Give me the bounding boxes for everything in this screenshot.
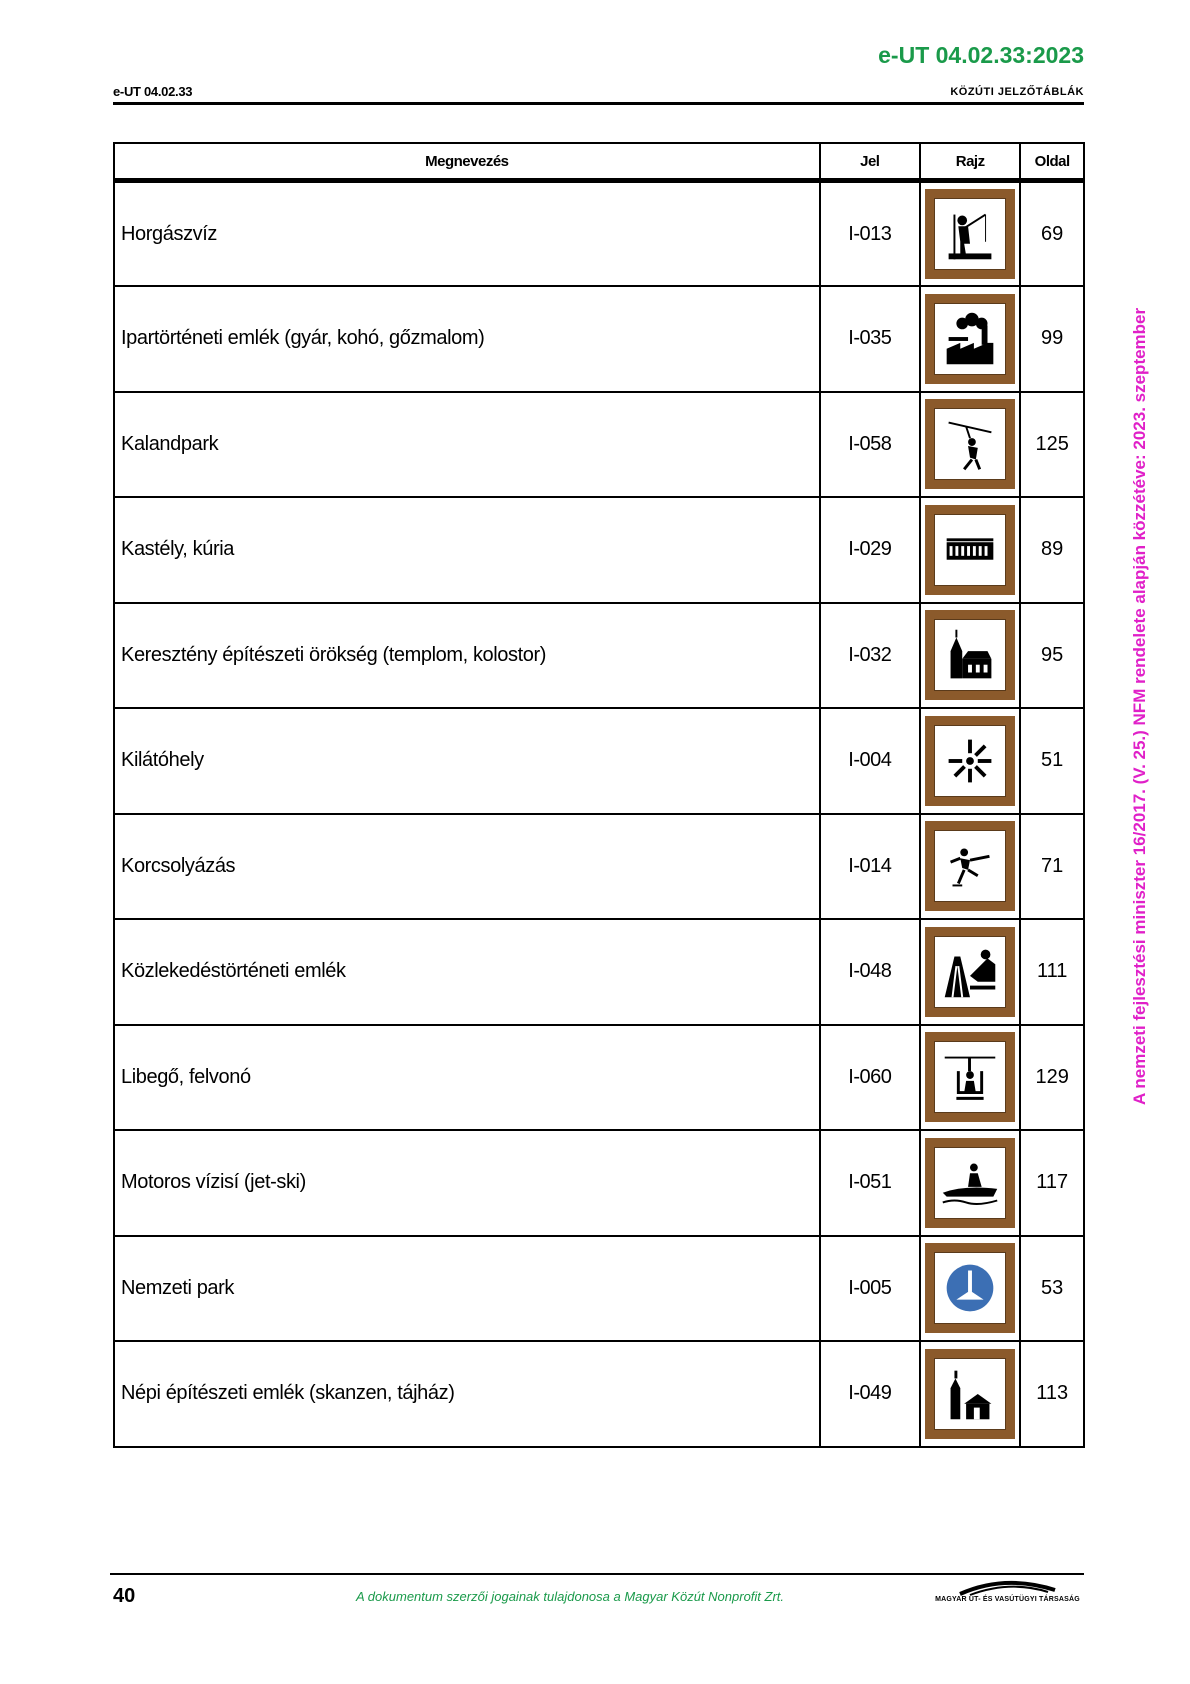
castle-icon [935, 515, 1005, 585]
sign-page: 51 [1020, 708, 1084, 814]
sign-code: I-060 [820, 1025, 920, 1131]
header-section-title: KÖZÚTI JELZŐTÁBLÁK [950, 86, 1084, 98]
sign-name: Keresztény építészeti örökség (templom, kolostor) [114, 603, 820, 709]
sign-page: 89 [1020, 497, 1084, 603]
table-row [114, 708, 1084, 814]
sign-drawing [920, 919, 1020, 1025]
col-header-page: Oldal [1020, 143, 1084, 181]
folk-architecture-icon [935, 1359, 1005, 1429]
sign-drawing [920, 286, 1020, 392]
document-code: e-UT 04.02.33:2023 [878, 42, 1084, 68]
sign-page: 53 [1020, 1236, 1084, 1342]
sign-table [113, 142, 1085, 1448]
factory-icon [935, 304, 1005, 374]
header-divider [113, 102, 1084, 105]
sign-name: Motoros vízisí (jet-ski) [114, 1130, 820, 1236]
viewpoint-icon [935, 726, 1005, 796]
col-header-code: Jel [820, 143, 920, 181]
table-row [114, 919, 1084, 1025]
sign-name: Kilátóhely [114, 708, 820, 814]
zipline-icon [935, 409, 1005, 479]
table-row [114, 497, 1084, 603]
sign-page: 111 [1020, 919, 1084, 1025]
sign-drawing [920, 708, 1020, 814]
col-header-pic: Rajz [920, 143, 1020, 181]
sign-name: Libegő, felvonó [114, 1025, 820, 1131]
sign-page: 125 [1020, 392, 1084, 498]
table-row [114, 1130, 1084, 1236]
sign-code: I-005 [820, 1236, 920, 1342]
sign-drawing [920, 497, 1020, 603]
transport-history-icon [935, 937, 1005, 1007]
sign-name: Horgászvíz [114, 181, 820, 287]
sign-name: Kastély, kúria [114, 497, 820, 603]
sign-code: I-049 [820, 1341, 920, 1447]
sign-name: Népi építészeti emlék (skanzen, tájház) [114, 1341, 820, 1447]
sign-code: I-004 [820, 708, 920, 814]
table-row [114, 1236, 1084, 1342]
sign-code: I-032 [820, 603, 920, 709]
sign-page: 69 [1020, 181, 1084, 287]
sign-code: I-035 [820, 286, 920, 392]
sign-page: 129 [1020, 1025, 1084, 1131]
sign-page: 95 [1020, 603, 1084, 709]
sign-page: 71 [1020, 814, 1084, 920]
page-number: 40 [113, 1585, 136, 1607]
table-row [114, 603, 1084, 709]
fishing-icon [935, 199, 1005, 269]
sign-drawing [920, 392, 1020, 498]
sign-code: I-051 [820, 1130, 920, 1236]
table-row [114, 1025, 1084, 1131]
sign-name: Nemzeti park [114, 1236, 820, 1342]
sign-drawing [920, 1025, 1020, 1131]
table-row [114, 286, 1084, 392]
national-park-icon [935, 1253, 1005, 1323]
sign-drawing [920, 1236, 1020, 1342]
sign-page: 117 [1020, 1130, 1084, 1236]
sign-code: I-058 [820, 392, 920, 498]
sign-code: I-013 [820, 181, 920, 287]
table-row [114, 392, 1084, 498]
sign-page: 99 [1020, 286, 1084, 392]
table-header-row [114, 143, 1084, 181]
sign-name: Közlekedéstörténeti emlék [114, 919, 820, 1025]
table-row [114, 1341, 1084, 1447]
header-left-code: e-UT 04.02.33 [113, 84, 193, 99]
table-row [114, 814, 1084, 920]
copyright-note: A dokumentum szerzői jogainak tulajdonosa a Magyar Közút Nonprofit Zrt. [356, 1589, 785, 1604]
sign-drawing [920, 814, 1020, 920]
publisher-logo-text: MAGYAR ÚT- ÉS VASÚTÜGYI TÁRSASÁG [935, 1596, 1080, 1603]
jetski-icon [935, 1148, 1005, 1218]
sign-drawing [920, 1341, 1020, 1447]
side-publication-note: A nemzeti fejlesztési miniszter 16/2017. (V. 25.) NFM rendelete alapján közzétéve: 2023. szeptember [1130, 307, 1149, 1105]
table-row [114, 181, 1084, 287]
church-icon [935, 620, 1005, 690]
sign-code: I-048 [820, 919, 920, 1025]
sign-drawing [920, 181, 1020, 287]
sign-name: Korcsolyázás [114, 814, 820, 920]
col-header-name: Megnevezés [114, 143, 820, 181]
sign-code: I-014 [820, 814, 920, 920]
sign-page: 113 [1020, 1341, 1084, 1447]
footer-divider [110, 1573, 1084, 1575]
sign-name: Kalandpark [114, 392, 820, 498]
chairlift-icon [935, 1042, 1005, 1112]
sign-drawing [920, 1130, 1020, 1236]
sign-name: Ipartörténeti emlék (gyár, kohó, gőzmalom) [114, 286, 820, 392]
skating-icon [935, 831, 1005, 901]
sign-drawing [920, 603, 1020, 709]
sign-code: I-029 [820, 497, 920, 603]
